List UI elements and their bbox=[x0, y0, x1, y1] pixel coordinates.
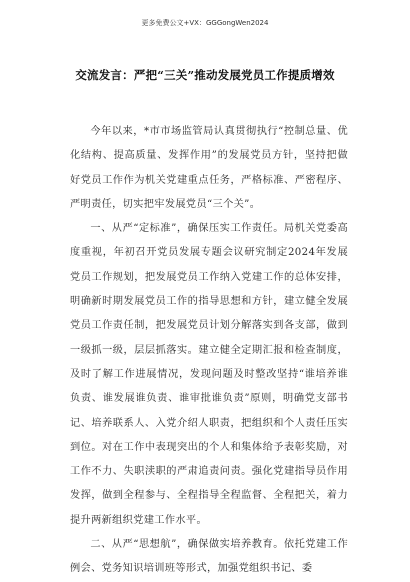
page-header-note: 更多免费公文+VX：GGGongWen2024 bbox=[141, 19, 269, 27]
document-body bbox=[70, 120, 348, 582]
paragraph-section-1: 一、从严“定标准”，确保压实工作责任。局机关党委高度重视，年初召开党员发展专题会议研究制定2024年发展党员工作规划，把发展党员工作纳入党建工作的总体安排，明确新时期发展党员工作的指导思想和方针，建立健全发展党员工作责任制，把发展党员计划分解落实到各支部，做到一级抓一级，层层抓落实。建立健全定期汇报和检查制度，及时了解工作进展情况，发现问题及时整改坚持“谁培养谁负责、谁发展谁负责、谁审批谁负责”原则，明确党支部书记、培养联系人、入党介绍人职责，把组织和个人责任压实到位。对在工作中表现突出的个人和集体给予表彰奖励，对工作不力、失职渎职的严肃追责问责。强化党建指导员作用发挥，做到全程参与、全程指导全程监督、全程把关，着力提升两新组织党建工作水平。 bbox=[70, 223, 348, 526]
paragraph-section-2: 二、从严“思想航”，确保做实培养教育。依托党建工作例会、党务知识培训班等形式，加强党组织书记、委 bbox=[70, 539, 348, 575]
document-title: 交流发言：严把“三关”推动发展党员工作提质增效 bbox=[75, 68, 335, 82]
paragraph-intro: 今年以来，*市市场监管局认真贯彻执行“控制总量、优化结构、提高质量、发挥作用”的发展党员方针，坚持把做好党员工作作为机关党建重点任务，严格标准、严密程序、严明责任，切实把牢发展党员“三个关”。 bbox=[70, 126, 348, 210]
